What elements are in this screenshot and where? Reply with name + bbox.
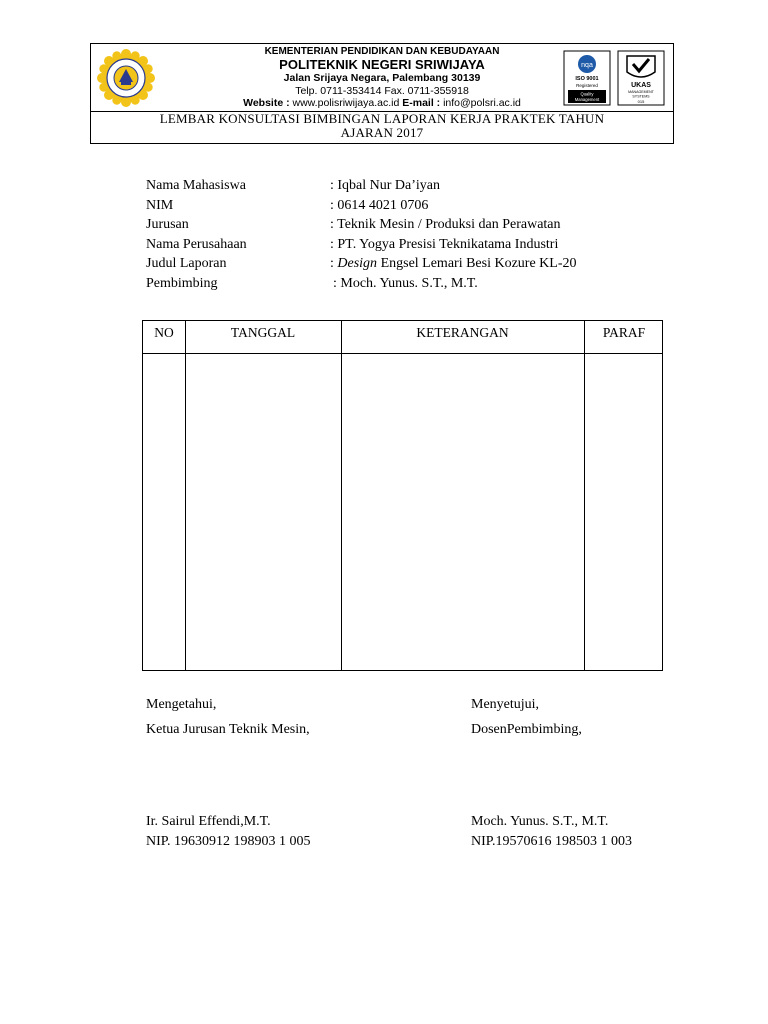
form-title-line-1: LEMBAR KONSULTASI BIMBINGAN LAPORAN KERJA PRAKTEK TAHUN (159, 111, 605, 126)
info-value-italic: Design (337, 256, 378, 271)
iso-quality: Quality (580, 91, 594, 97)
info-value-prefix: : (330, 256, 338, 271)
iso-standard: ISO 9001 (575, 76, 599, 82)
ukas-brand: UKAS (631, 82, 651, 89)
info-label: Jurusan (146, 217, 189, 232)
right-signatory-nip: NIP.19570616 198503 1 003 (471, 834, 633, 849)
institution-block (201, 44, 563, 109)
left-role: Ketua Jurusan Teknik Mesin, (146, 722, 310, 737)
left-heading: Mengetahui, (146, 697, 217, 712)
table-column-divider (185, 321, 186, 670)
letterhead (90, 43, 674, 144)
website-link[interactable]: www.polisriwijaya.ac.id (292, 97, 400, 109)
nqa-brand: nqa (581, 62, 593, 69)
form-title (91, 112, 673, 140)
column-header-notes: KETERANGAN (416, 325, 509, 340)
right-role: DosenPembimbing, (471, 722, 582, 737)
iso-management: Management (574, 97, 600, 102)
email-link[interactable]: info@polsri.ac.id (443, 97, 521, 109)
right-signatory-name: Moch. Yunus. S.T., M.T. (471, 814, 609, 829)
form-title-line-2: AJARAN 2017 (340, 125, 424, 140)
iso-registered: Registered (576, 83, 598, 88)
email-label: E-mail : (402, 97, 441, 109)
info-value: : Moch. Yunus. S.T., M.T. (333, 275, 478, 291)
certification-logos (563, 50, 665, 106)
info-value: : 0614 4021 0706 (330, 197, 429, 213)
column-header-no: NO (154, 325, 174, 340)
consultation-table (142, 320, 663, 671)
website-label: Website : (243, 97, 290, 109)
info-value-rest: Engsel Lemari Besi Kozure KL-20 (377, 256, 577, 271)
left-signatory-nip: NIP. 19630912 198903 1 005 (146, 834, 311, 849)
info-value: : Iqbal Nur Da’iyan (330, 178, 441, 193)
ukas-number: 015 (637, 99, 645, 104)
info-label: Pembimbing (146, 275, 218, 291)
ministry-name: KEMENTERIAN PENDIDIKAN DAN KEBUDAYAAN (264, 46, 500, 57)
institution-address: Jalan Srijaya Negara, Palembang 30139 (283, 72, 481, 84)
column-header-signature: PARAF (602, 325, 646, 340)
info-label: Nama Perusahaan (146, 236, 247, 252)
info-label: Judul Laporan (146, 256, 227, 271)
table-column-divider (584, 321, 585, 670)
institution-name: POLITEKNIK NEGERI SRIWIJAYA (279, 57, 485, 72)
ukas-management: MANAGEMENT (628, 90, 654, 94)
info-label: Nama Mahasiswa (146, 178, 246, 193)
info-label: NIM (146, 197, 174, 213)
table-column-divider (341, 321, 342, 670)
institution-contact (201, 97, 563, 109)
letterhead-top (91, 44, 673, 112)
polsri-logo (97, 49, 155, 107)
info-value (330, 254, 577, 274)
info-value: : Teknik Mesin / Produksi dan Perawatan (330, 217, 561, 232)
ukas-systems: SYSTEMS (632, 94, 650, 99)
info-value: : PT. Yogya Presisi Teknikatama Industri (330, 236, 559, 252)
institution-phone-fax: Telp. 0711-353414 Fax. 0711-355918 (295, 85, 469, 97)
left-signatory-name: Ir. Sairul Effendi,M.T. (146, 814, 271, 829)
column-header-date: TANGGAL (230, 325, 296, 340)
right-heading: Menyetujui, (471, 697, 540, 712)
